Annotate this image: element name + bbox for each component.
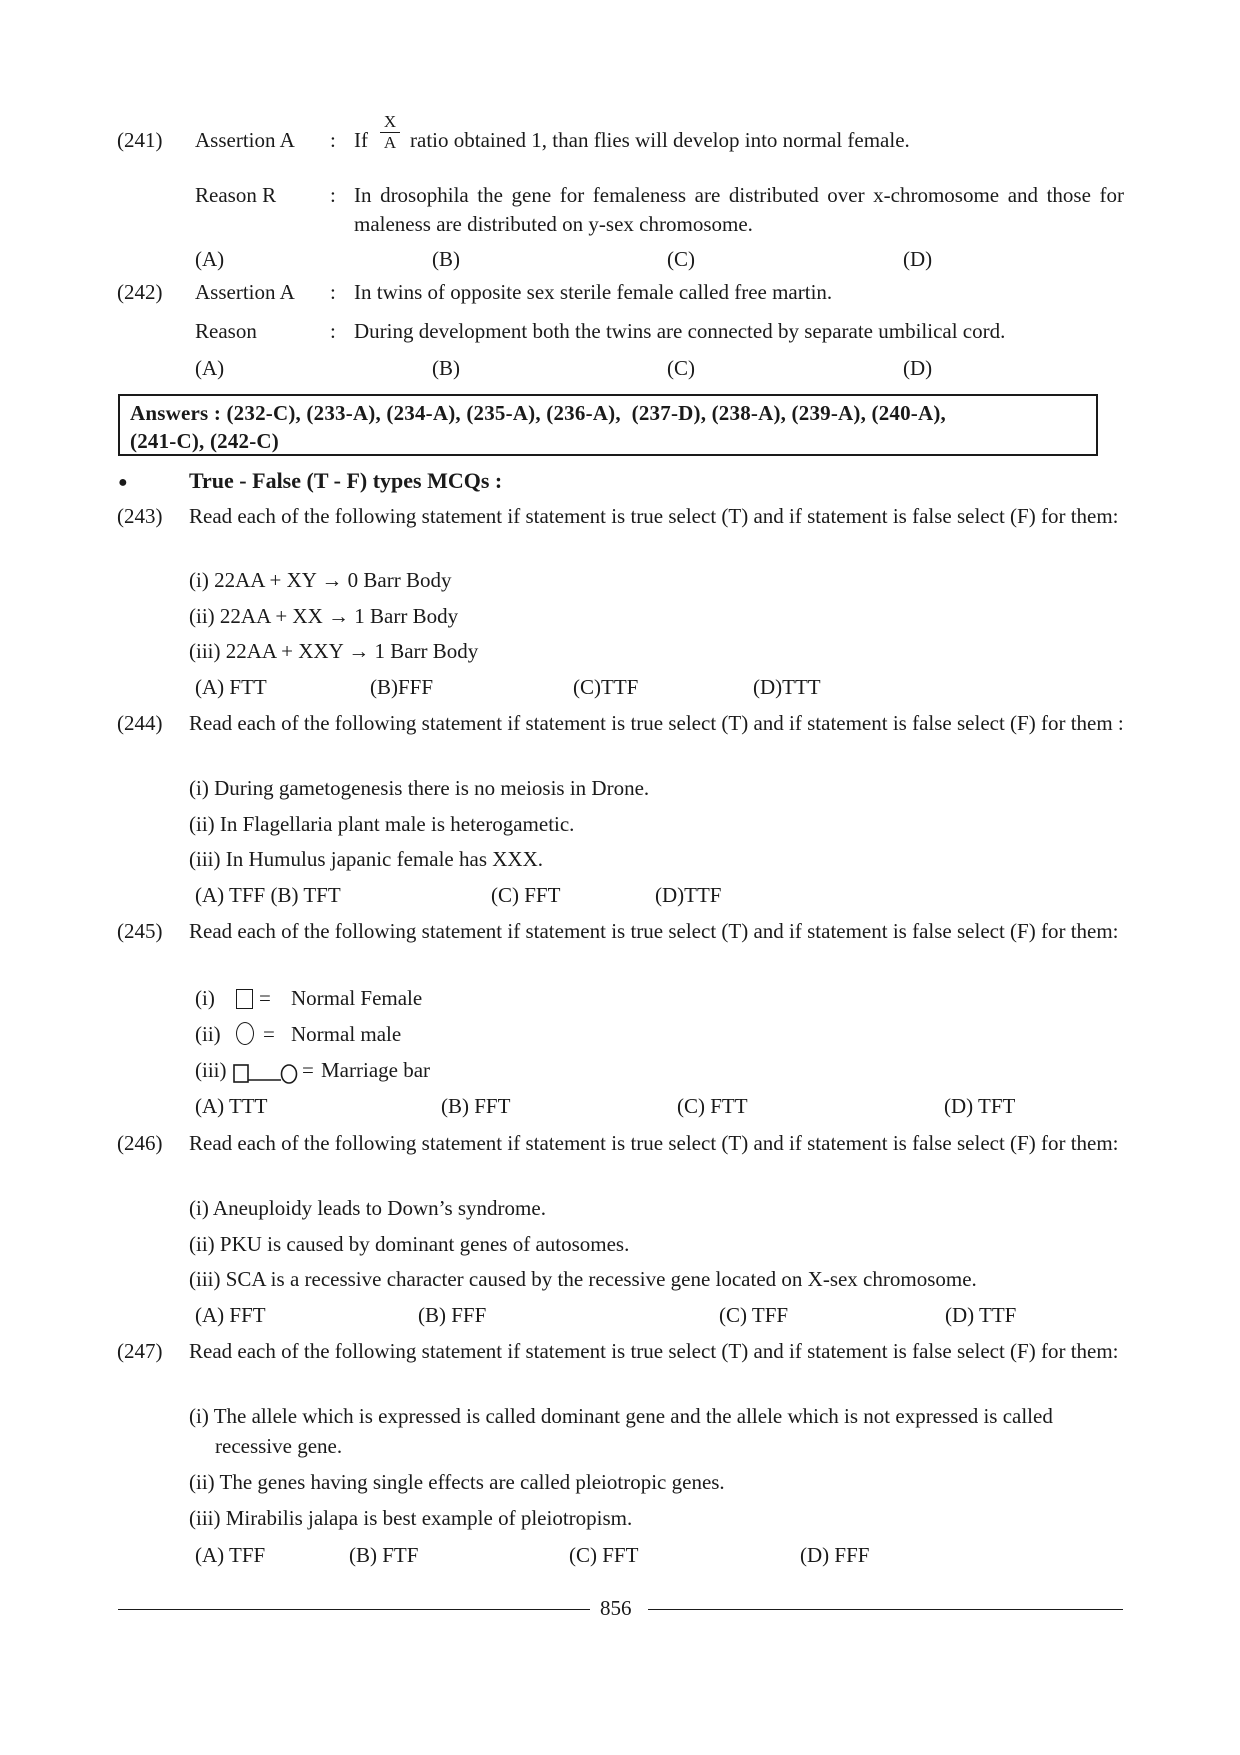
statement-i-label: (i) — [195, 986, 215, 1010]
option-c: (C) FTT — [677, 1094, 748, 1118]
section-heading: True - False (T - F) types MCQs : — [189, 468, 503, 493]
colon: : — [330, 128, 336, 152]
statement-i-line-2: recessive gene. — [215, 1434, 343, 1458]
assertion-text-post: ratio obtained 1, than flies will develop into normal female. — [410, 128, 910, 152]
statement-ii: (ii) The genes having single effects are called pleiotropic genes. — [189, 1470, 725, 1494]
fraction-x-over-a — [380, 113, 400, 152]
option-a: (A) — [195, 247, 225, 271]
statement-i-line-1: (i) The allele which is expressed is called dominant gene and the allele which is not expressed is called — [189, 1404, 1053, 1428]
option-d: (D)TTF — [655, 883, 722, 907]
colon: : — [330, 280, 336, 304]
option-c: (C) — [667, 247, 695, 271]
statement-i: (i) 22AA + XY → 0 Barr Body — [189, 568, 452, 592]
option-c: (C) FFT — [491, 883, 561, 907]
statement-ii: (ii) PKU is caused by dominant genes of autosomes. — [189, 1232, 630, 1256]
question-number-245: (245) — [117, 919, 163, 943]
statement-iii: (iii) SCA is a recessive character caused by the recessive gene located on X-sex chromosome. — [189, 1267, 977, 1291]
option-b: (B) — [432, 356, 460, 380]
option-d: (D) TFT — [944, 1094, 1016, 1118]
option-b: (B) FFF — [418, 1303, 487, 1327]
option-d: (D) — [903, 356, 933, 380]
question-number-247: (247) — [117, 1339, 163, 1363]
option-d: (D)TTT — [753, 675, 821, 699]
option-c: (C)TTF — [573, 675, 639, 699]
question-number-244: (244) — [117, 711, 163, 735]
circle-symbol-icon — [236, 1020, 254, 1049]
option-b: (B) — [432, 247, 460, 271]
option-a-b: (A) TFF (B) TFT — [195, 883, 341, 907]
option-c: (C) FFT — [569, 1543, 639, 1567]
statement-ii-text: Normal male — [291, 1022, 402, 1046]
statement-iii: (iii) 22AA + XXY → 1 Barr Body — [189, 639, 479, 663]
option-b: (B)FFF — [370, 675, 434, 699]
marriage-bar-symbol-icon — [233, 1060, 299, 1090]
option-b: (B) FFT — [441, 1094, 511, 1118]
colon: : — [330, 319, 336, 343]
question-stem: Read each of the following statement if statement is true select (T) and if statement is false select (F) for them: — [189, 504, 1119, 528]
option-a: (A) FFT — [195, 1303, 266, 1327]
statement-i: (i) Aneuploidy leads to Down’s syndrome. — [189, 1196, 546, 1220]
fraction-denominator: A — [383, 133, 397, 152]
question-number-243: (243) — [117, 504, 163, 528]
option-c: (C) — [667, 356, 695, 380]
square-symbol-icon — [236, 985, 253, 1014]
reason-text: In drosophila the gene for femaleness are distributed over x-chromosome and those for maleness are distributed on y-sex chromosome. — [354, 183, 1124, 236]
statement-i-text: Normal Female — [291, 986, 423, 1010]
footer-rule-left — [118, 1609, 590, 1610]
colon: : — [330, 183, 336, 207]
question-number-242: (242) — [117, 280, 163, 304]
fraction-numerator: X — [383, 112, 397, 131]
question-stem: Read each of the following statement if statement is true select (T) and if statement is false select (F) for them: — [189, 1339, 1119, 1363]
reason-label: Reason R — [195, 183, 277, 207]
statement-ii-label: (ii) — [195, 1022, 221, 1046]
statement-ii: (ii) In Flagellaria plant male is heterogametic. — [189, 812, 575, 836]
option-a: (A) TFF — [195, 1543, 266, 1567]
question-stem: Read each of the following statement if statement is true select (T) and if statement is false select (F) for them: — [189, 919, 1119, 943]
option-d: (D) — [903, 247, 933, 271]
option-b: (B) FTF — [349, 1543, 419, 1567]
option-c: (C) TFF — [719, 1303, 789, 1327]
footer-rule-right — [648, 1609, 1123, 1610]
answers-line-2: (241-C), (242-C) — [130, 429, 279, 453]
option-a: (A) — [195, 356, 225, 380]
option-a: (A) TTT — [195, 1094, 268, 1118]
statement-ii: (ii) 22AA + XX → 1 Barr Body — [189, 604, 459, 628]
option-a: (A) FTT — [195, 675, 267, 699]
reason-text: During development both the twins are connected by separate umbilical cord. — [354, 319, 1006, 343]
page-number: 856 — [600, 1596, 632, 1620]
statement-iii: (iii) In Humulus japanic female has XXX. — [189, 847, 543, 871]
option-d: (D) FFF — [800, 1543, 870, 1567]
reason-label: Reason — [195, 319, 257, 343]
statement-iii: (iii) Mirabilis jalapa is best example of pleiotropism. — [189, 1506, 633, 1530]
equals-sign: = — [302, 1058, 314, 1082]
statement-iii-label: (iii) — [195, 1058, 227, 1082]
assertion-text: In twins of opposite sex sterile female called free martin. — [354, 280, 833, 304]
answers-line-1: Answers : (232-C), (233-A), (234-A), (235-A), (236-A), (237-D), (238-A), (239-A), (240-A), — [130, 401, 946, 425]
statement-iii-text: Marriage bar — [321, 1058, 431, 1082]
question-stem: Read each of the following statement if statement is true select (T) and if statement is false select (F) for them: — [189, 1131, 1119, 1155]
assertion-text-pre: If — [354, 128, 368, 152]
question-stem: Read each of the following statement if statement is true select (T) and if statement is false select (F) for them : — [189, 711, 1124, 735]
question-number-246: (246) — [117, 1131, 163, 1155]
option-d: (D) TTF — [945, 1303, 1017, 1327]
bullet-icon: ● — [118, 474, 128, 491]
assertion-label: Assertion A — [195, 128, 295, 152]
answers-box — [118, 394, 1098, 456]
equals-sign: = — [263, 1022, 275, 1046]
question-number-241: (241) — [117, 128, 163, 152]
statement-i: (i) During gametogenesis there is no meiosis in Drone. — [189, 776, 650, 800]
assertion-label: Assertion A — [195, 280, 295, 304]
equals-sign: = — [259, 986, 271, 1010]
